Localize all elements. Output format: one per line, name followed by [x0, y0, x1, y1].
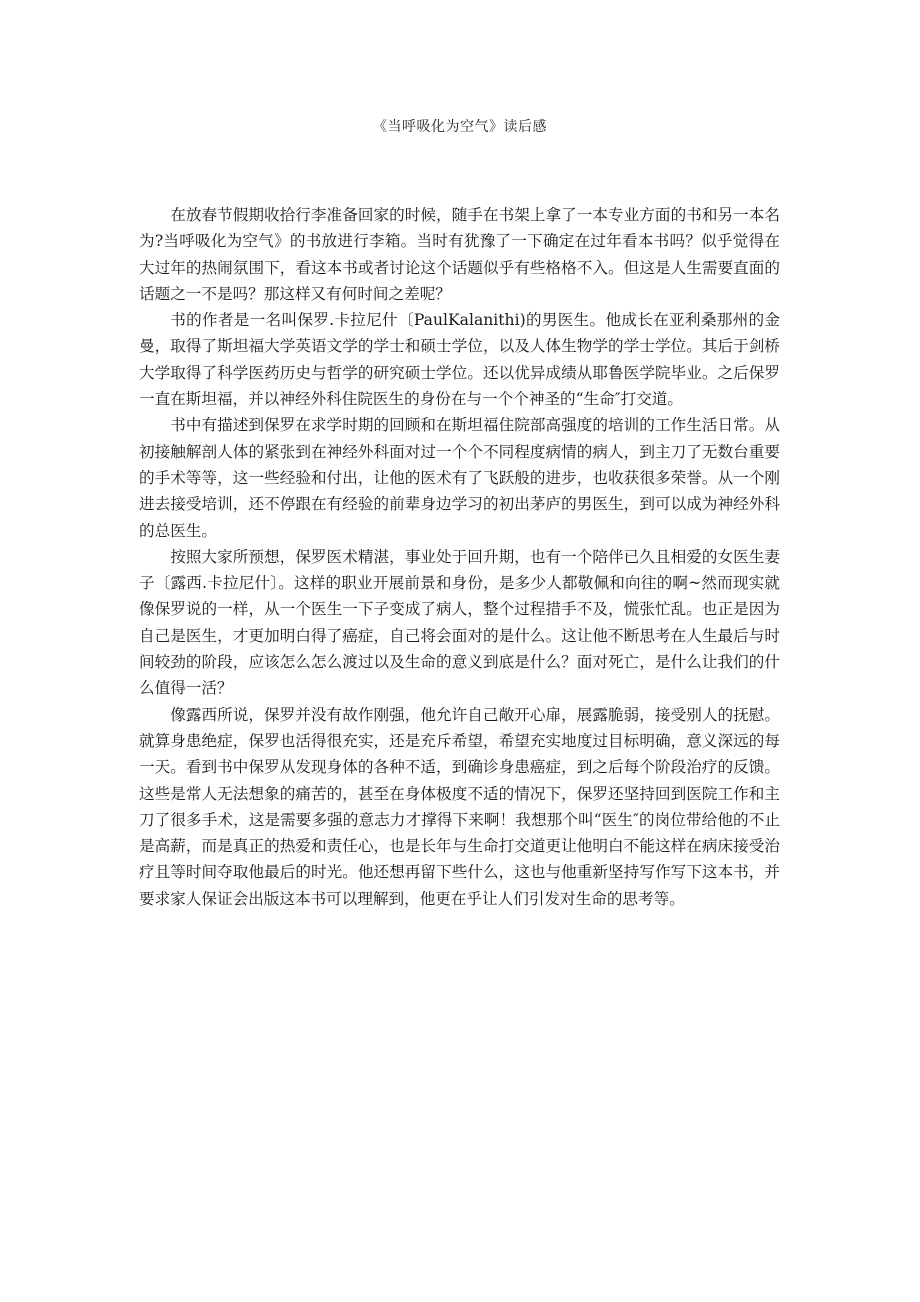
document-title: 《当呼吸化为空气》读后感	[373, 119, 547, 135]
paragraph-1: 在放春节假期收拾行李准备回家的时候，随手在书架上拿了一本专业方面的书和另一本名为?当呼吸化为空气》的书放进行李箱。当时有犹豫了一下确定在过年看本书吗？似乎觉得在大过年的热闹氛围下，看这本书或者讨论这个话题似乎有些格格不入。但这是人生需要直面的话题之一不是吗？那这样又有何时间之差呢？	[139, 206, 780, 303]
paragraph-3: 书中有描述到保罗在求学时期的回顾和在斯坦福住院部高强度的培训的工作生活日常。从初接触解剖人体的紧张到在神经外科面对过一个个不同程度病情的病人，到主刀了无数台重要的手术等等，这一些经验和付出，让他的医术有了飞跃般的进步，也收获很多荣誉。从一个刚进去接受培训，还不停跟在有经验的前辈身边学习的初出茅庐的男医生，到可以成为神经外科的总医生。	[139, 416, 780, 540]
paragraph-2: 书的作者是一名叫保罗.卡拉尼什〔PaulKalanithi)的男医生。他成长在亚利桑那州的金曼，取得了斯坦福大学英语文学的学士和硕士学位，以及人体生物学的学士学位。其后于剑桥大学取得了科学医药历史与哲学的研究硕士学位。还以优异成绩从耶鲁医学院毕业。之后保罗一直在斯坦福，并以神经外科住院医生的身份在与一个个神圣的“生命″打交道。	[139, 311, 780, 409]
paragraph-4: 按照大家所预想，保罗医术精湛，事业处于回升期，也有一个陪伴已久且相爱的女医生妻子〔露西.卡拉尼什〕。这样的职业开展前景和身份，是多少人都敬佩和向往的啊~然而现实就像保罗说的一样，从一个医生一下子变成了病人，整个过程措手不及，慌张忙乱。也正是因为自己是医生，才更加明白得了癌症，自己将会面对的是什么。这让他不断思考在人生最后与时间较劲的阶段，应该怎么怎么渡过以及生命的意义到底是什么？面对死亡，是什么让我们的什么值得一活？	[139, 547, 780, 698]
paragraph-5: 像露西所说，保罗并没有故作刚强，他允许自己敞开心扉，展露脆弱，接受别人的抚慰。就算身患绝症，保罗也活得很充实，还是充斥希望，希望充实地度过目标明确，意义深远的每一天。看到书中保罗从发现身体的各种不适，到确诊身患癌症，到之后每个阶段治疗的反馈。这些是常人无法想象的痛苦的，甚至在身体极度不适的情况下，保罗还坚持回到医院工作和主刀了很多手术，这是需要多强的意志力才撑得下来啊！我想那个叫“医生″的岗位带给他的不止是高薪，而是真正的热爱和责任心，也是长年与生命打交道更让他明白不能这样在病床接受治疗且等时间夺取他最后的时光。他还想再留下些什么，这也与他重新坚持写作写下这本书，并要求家人保证会出版这本书可以理解到，他更在乎让人们引发对生命的思考等。	[139, 705, 780, 908]
document-body	[139, 202, 780, 912]
